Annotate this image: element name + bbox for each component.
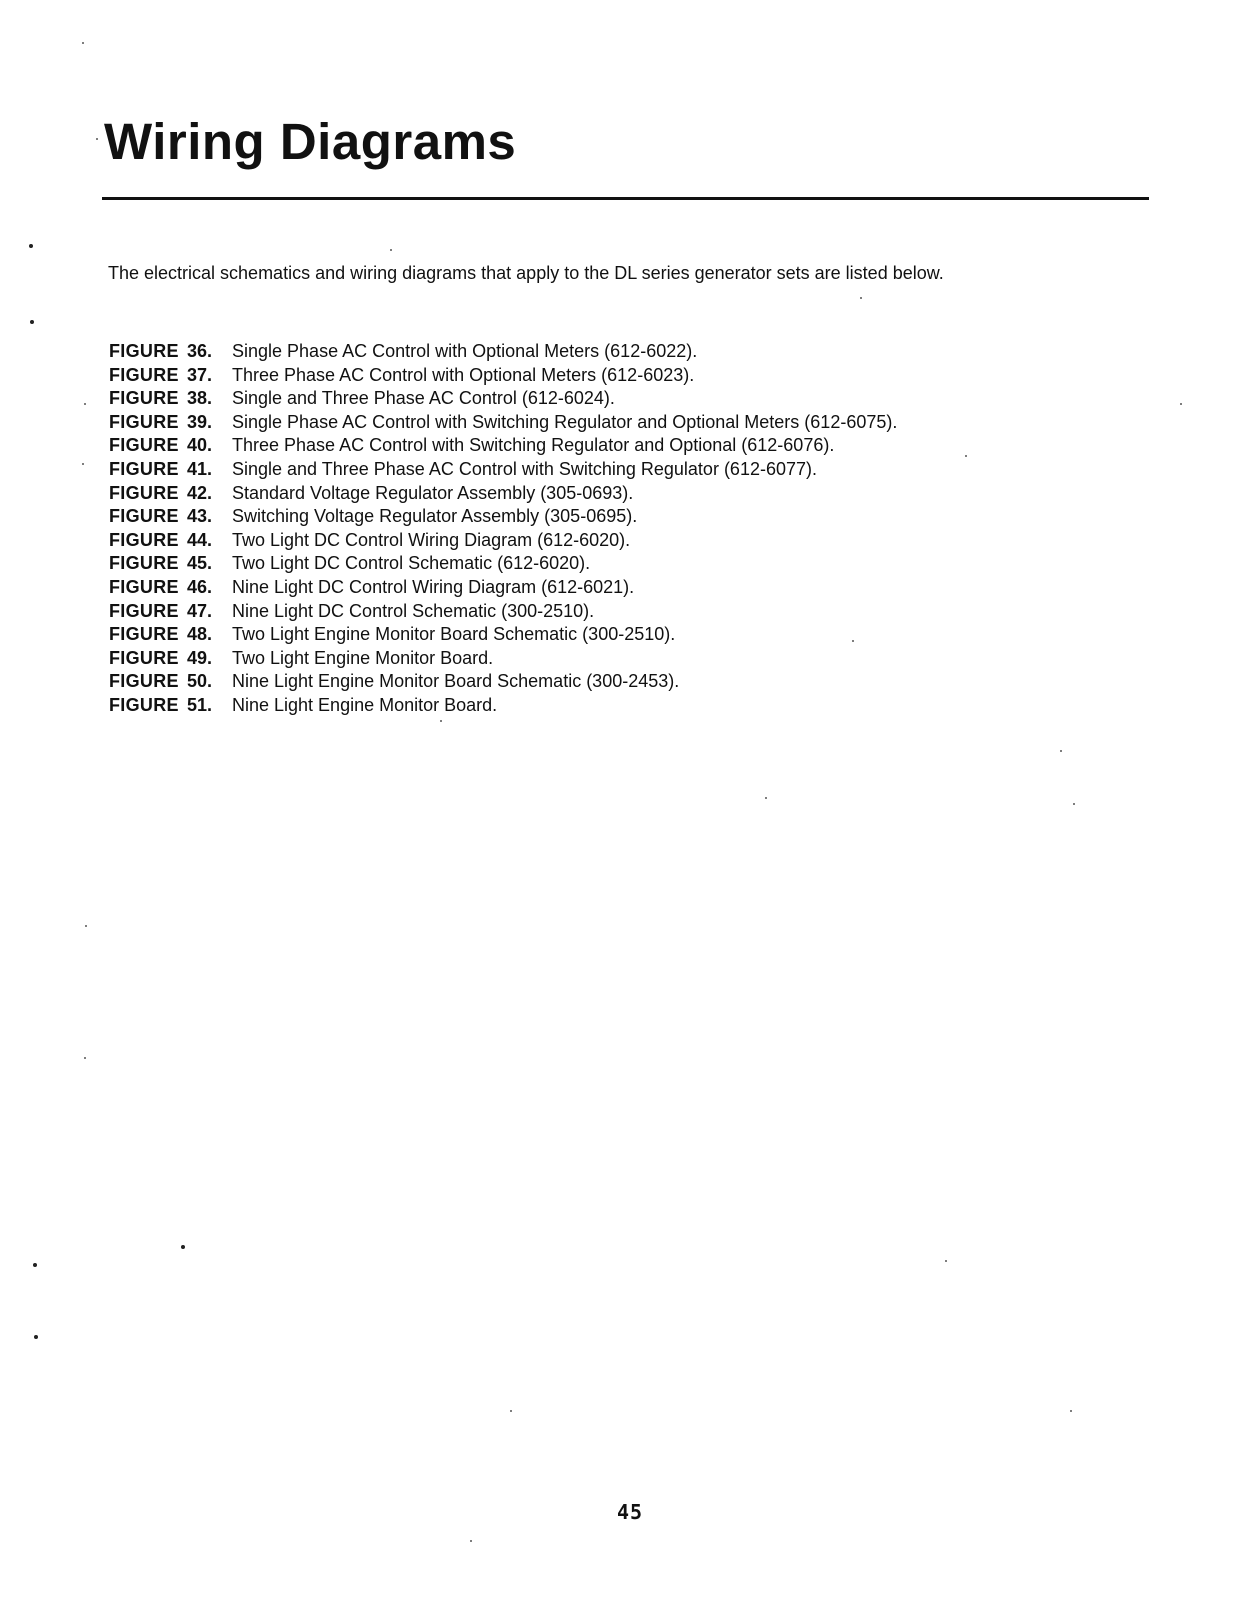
figure-item [109, 552, 897, 576]
figure-title: Single Phase AC Control with Optional Meters (612-6022). [232, 341, 698, 361]
figure-label: FIGURE [109, 411, 179, 432]
title-rule [102, 197, 1149, 200]
figure-number: 38. [187, 388, 213, 409]
page-number: 45 [616, 1500, 644, 1524]
scan-speck [1060, 750, 1062, 752]
scan-speck [96, 138, 98, 140]
figure-label: FIGURE [109, 647, 179, 668]
figure-label: FIGURE [109, 341, 179, 361]
figure-label: FIGURE [109, 458, 179, 479]
figure-item [109, 482, 897, 506]
figure-label: FIGURE [109, 364, 179, 385]
figure-item [109, 670, 897, 694]
figure-label: FIGURE [109, 694, 179, 715]
figure-number: 51. [187, 694, 213, 715]
figure-title: Two Light Engine Monitor Board Schematic (300-2510). [232, 624, 676, 645]
scan-speck [470, 1540, 472, 1542]
intro-paragraph: The electrical schematics and wiring diagrams that apply to the DL series generator sets are listed below. [108, 263, 944, 283]
figure-item [109, 623, 897, 647]
figure-number: 39. [187, 411, 213, 432]
scan-speck [84, 1057, 86, 1059]
figure-item [109, 647, 897, 671]
scan-speck [29, 244, 33, 248]
figure-title: Two Light DC Control Wiring Diagram (612-6020). [232, 529, 631, 550]
scan-speck [30, 320, 34, 324]
figure-title: Standard Voltage Regulator Assembly (305-0693). [232, 482, 634, 503]
figure-title: Single Phase AC Control with Switching Regulator and Optional Meters (612-6075). [232, 411, 898, 432]
figure-title: Nine Light DC Control Schematic (300-2510). [232, 600, 595, 621]
figure-title: Nine Light DC Control Wiring Diagram (612-6021). [232, 576, 635, 597]
figure-number: 37. [187, 364, 213, 385]
figure-label: FIGURE [109, 506, 179, 527]
figure-number: 47. [187, 600, 213, 621]
figure-item [109, 576, 897, 600]
scan-speck [390, 249, 392, 251]
figure-number: 41. [187, 458, 213, 479]
scan-speck [1180, 403, 1182, 405]
figure-label: FIGURE [109, 529, 179, 550]
scan-speck [82, 42, 84, 44]
figure-item [109, 694, 897, 718]
figure-item [109, 364, 897, 388]
scan-speck [945, 1260, 947, 1262]
scan-speck [84, 403, 86, 405]
scan-speck [82, 463, 84, 465]
figure-label: FIGURE [109, 553, 179, 574]
figure-item [109, 434, 897, 458]
figure-number: 40. [187, 435, 213, 456]
figure-number: 46. [187, 576, 213, 597]
figure-title: Single and Three Phase AC Control with Switching Regulator (612-6077). [232, 458, 817, 479]
figure-item [109, 411, 897, 435]
figure-number: 36. [187, 341, 213, 361]
figure-item [109, 340, 897, 364]
figure-label: FIGURE [109, 482, 179, 503]
figure-list [109, 340, 897, 718]
scan-speck [1070, 1410, 1072, 1412]
scan-speck [860, 297, 862, 299]
scan-speck [765, 797, 767, 799]
scan-speck [85, 925, 87, 927]
figure-title: Single and Three Phase AC Control (612-6024). [232, 388, 615, 409]
figure-number: 43. [187, 506, 213, 527]
scan-speck [510, 1410, 512, 1412]
figure-title: Nine Light Engine Monitor Board Schematic (300-2453). [232, 671, 680, 692]
figure-title: Two Light DC Control Schematic (612-6020). [232, 553, 591, 574]
figure-title: Three Phase AC Control with Optional Meters (612-6023). [232, 364, 695, 385]
figure-label: FIGURE [109, 624, 179, 645]
figure-title: Three Phase AC Control with Switching Regulator and Optional (612-6076). [232, 435, 835, 456]
scan-speck [1073, 803, 1075, 805]
figure-title: Two Light Engine Monitor Board. [232, 647, 494, 668]
figure-label: FIGURE [109, 388, 179, 409]
figure-item [109, 529, 897, 553]
scan-speck [440, 720, 442, 722]
figure-number: 49. [187, 647, 213, 668]
scan-speck [34, 1335, 38, 1339]
scan-speck [965, 455, 967, 457]
figure-label: FIGURE [109, 600, 179, 621]
scan-speck [181, 1245, 185, 1249]
figure-label: FIGURE [109, 435, 179, 456]
figure-item [109, 458, 897, 482]
figure-number: 42. [187, 482, 213, 503]
figure-item [109, 505, 897, 529]
scan-speck [33, 1263, 37, 1267]
figure-item [109, 600, 897, 624]
figure-number: 45. [187, 553, 213, 574]
figure-title: Nine Light Engine Monitor Board. [232, 694, 498, 715]
figure-label: FIGURE [109, 576, 179, 597]
figure-number: 44. [187, 529, 213, 550]
figure-label: FIGURE [109, 671, 179, 692]
figure-item [109, 387, 897, 411]
scan-speck [852, 640, 854, 642]
figure-title: Switching Voltage Regulator Assembly (305-0695). [232, 506, 638, 527]
figure-number: 50. [187, 671, 213, 692]
figure-number: 48. [187, 624, 213, 645]
page-title: Wiring Diagrams [104, 113, 517, 170]
